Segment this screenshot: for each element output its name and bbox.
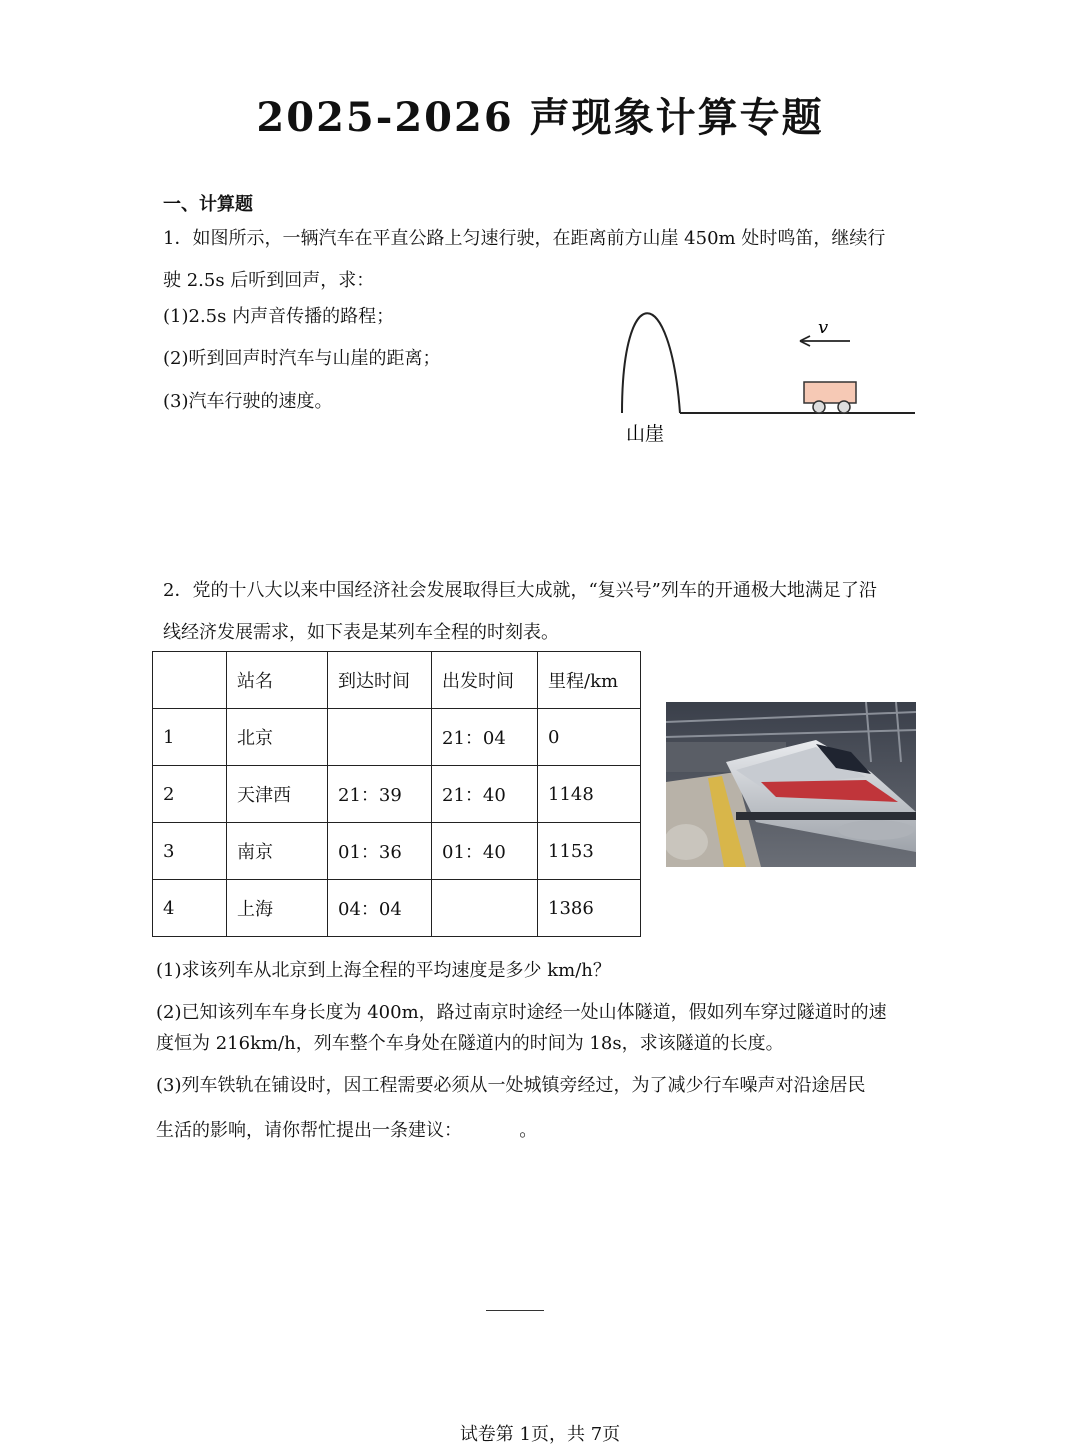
q2-sub1: (1)求该列车从北京到上海全程的平均速度是多少 km/h？ <box>156 960 611 981</box>
car-wheel <box>838 401 850 413</box>
table-cell: 上海 <box>227 880 328 937</box>
q2-stem-line2: 线经济发展需求，如下表是某列车全程的时刻表。 <box>163 622 559 643</box>
header-cell: 里程/km <box>538 652 641 709</box>
table-cell: 北京 <box>227 709 328 766</box>
table-cell: 21：39 <box>328 766 432 823</box>
table-cell: 3 <box>153 823 227 880</box>
car-wheel <box>813 401 825 413</box>
table-cell: 1148 <box>538 766 641 823</box>
q2-stem-line1: 2．党的十八大以来中国经济社会发展取得巨大成就，“复兴号”列车的开通极大地满足了沿 <box>163 580 877 601</box>
q1-stem-line2: 驶 2.5s 后听到回声，求： <box>163 270 375 291</box>
q2-sub3-line2: 生活的影响，请你帮忙提出一条建议： 。 <box>156 1120 538 1141</box>
table-cell: 21：40 <box>432 766 538 823</box>
table-cell: 1153 <box>538 823 641 880</box>
table-row <box>153 823 641 880</box>
table-cell: 天津西 <box>227 766 328 823</box>
header-cell: 到达时间 <box>328 652 432 709</box>
page-title: 2025-2026 声现象计算专题 <box>256 94 824 141</box>
table-row <box>153 709 641 766</box>
timetable <box>152 651 641 937</box>
cliff-curve <box>622 313 680 413</box>
q1-sub3: (3)汽车行驶的速度。 <box>163 391 333 412</box>
q2-sub2-line2: 度恒为 216km/h，列车整个车身处在隧道内的时间为 18s，求该隧道的长度。 <box>156 1033 784 1054</box>
car-body <box>804 382 856 403</box>
table-cell: 0 <box>538 709 641 766</box>
table-header-row <box>153 652 641 709</box>
footer-divider <box>486 1310 544 1311</box>
table-cell: 南京 <box>227 823 328 880</box>
cliff-label: 山崖 <box>626 423 665 445</box>
section-heading: 一、计算题 <box>163 194 253 215</box>
q2-sub3-line1: (3)列车铁轨在铺设时，因工程需要必须从一处城镇旁经过，为了减少行车噪声对沿途居民 <box>156 1075 866 1096</box>
q1-sub1: (1)2.5s 内声音传播的路程； <box>163 306 395 327</box>
table-cell: 1 <box>153 709 227 766</box>
table-cell: 01：40 <box>432 823 538 880</box>
velocity-label: v <box>818 317 829 338</box>
table-cell <box>432 880 538 937</box>
table-cell: 21：04 <box>432 709 538 766</box>
header-cell: 站名 <box>227 652 328 709</box>
q1-stem-line1: 1．如图所示，一辆汽车在平直公路上匀速行驶，在距离前方山崖 450m 处时鸣笛，继续行 <box>163 228 886 249</box>
train-photo <box>666 702 916 867</box>
page-footer: 试卷第 1页，共 7页 <box>459 1424 621 1445</box>
table-cell <box>328 709 432 766</box>
q1-figure <box>610 300 930 450</box>
table-row <box>153 880 641 937</box>
table-cell: 04：04 <box>328 880 432 937</box>
q2-sub2-line1: (2)已知该列车车身长度为 400m，路过南京时途经一处山体隧道，假如列车穿过隧道时的速 <box>156 1002 887 1023</box>
table-cell: 01：36 <box>328 823 432 880</box>
q1-sub2: (2)听到回声时汽车与山崖的距离； <box>163 348 441 369</box>
table-cell: 4 <box>153 880 227 937</box>
table-cell: 1386 <box>538 880 641 937</box>
table-cell: 2 <box>153 766 227 823</box>
table-row <box>153 766 641 823</box>
header-cell <box>153 652 227 709</box>
header-cell: 出发时间 <box>432 652 538 709</box>
